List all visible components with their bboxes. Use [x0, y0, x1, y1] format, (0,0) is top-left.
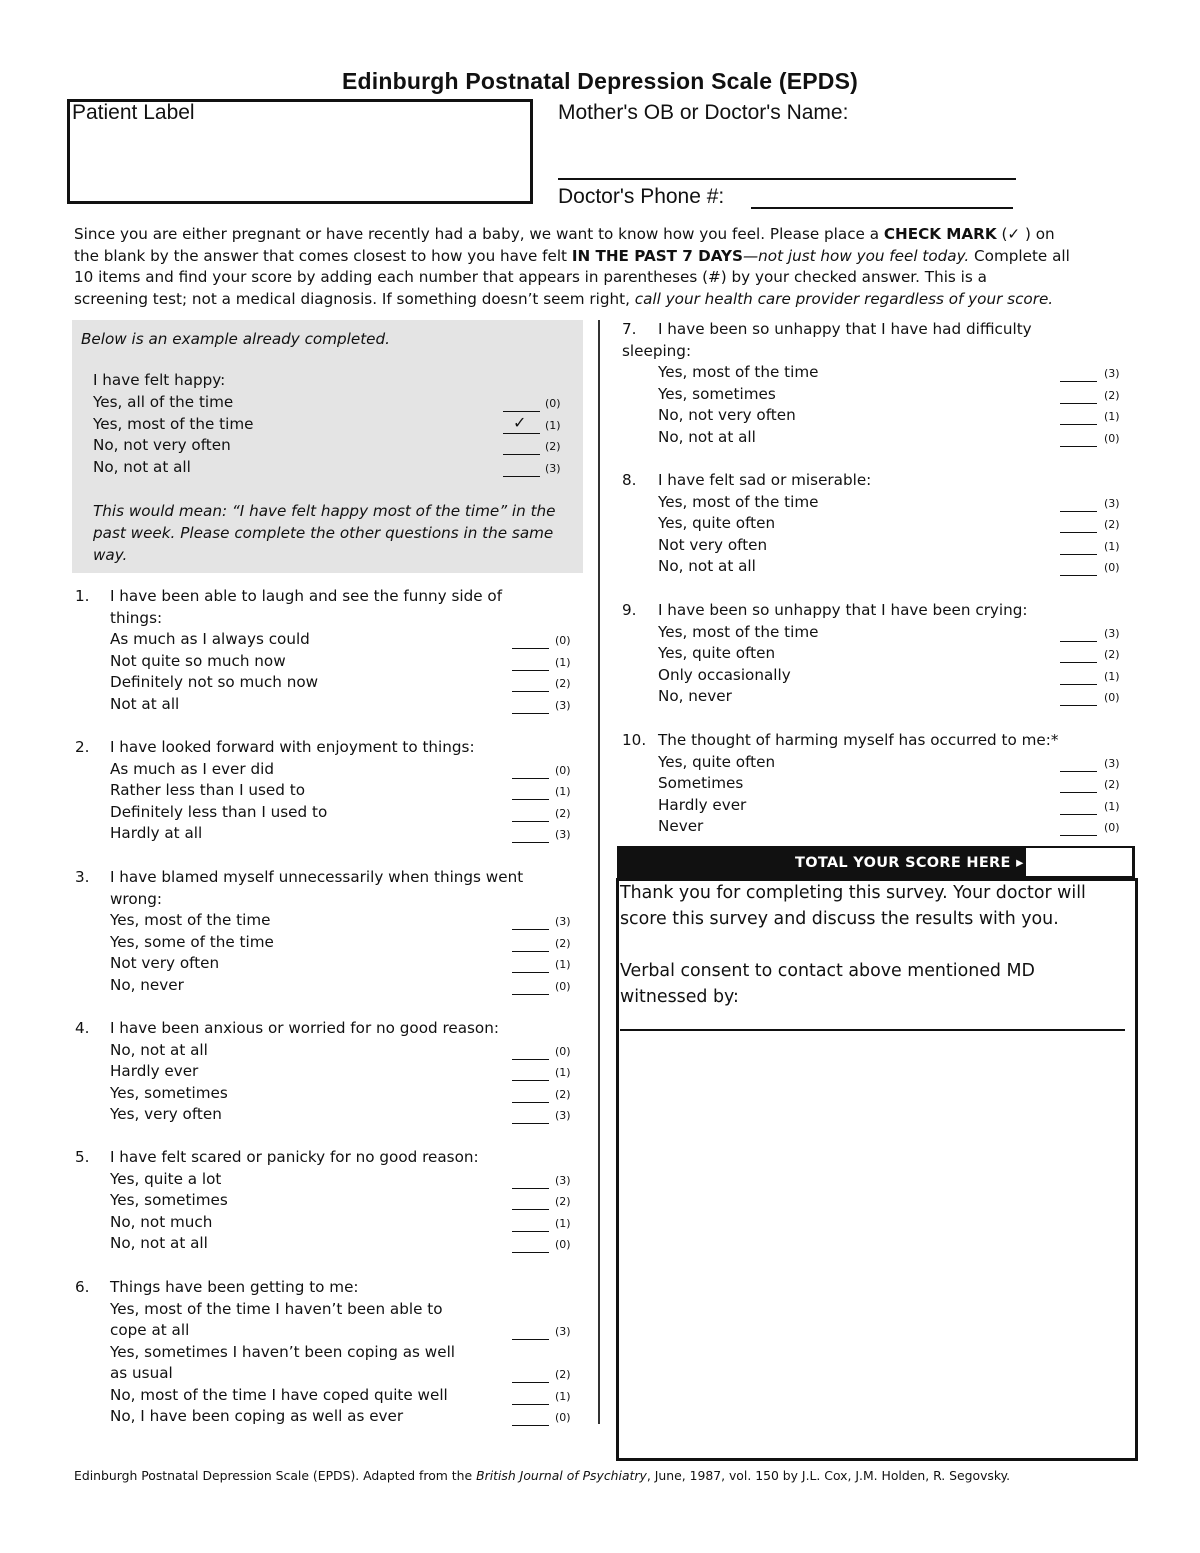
answer-option: Yes, sometimes — [110, 1191, 228, 1209]
answer-option: Yes, some of the time — [110, 932, 274, 951]
question-number: 6. — [75, 1278, 90, 1296]
question-number: 1. — [75, 587, 90, 605]
question-stem: I have been able to laugh and see the funny side of — [110, 587, 503, 605]
answer-option: Yes, most of the time — [658, 363, 819, 381]
answer-score: (2) — [1104, 518, 1120, 531]
answer-option-cont: as usual — [110, 1364, 173, 1382]
question-number: 8. — [622, 471, 637, 489]
answer-blank[interactable] — [512, 713, 549, 714]
instructions — [74, 224, 1144, 311]
answer-score: (3) — [555, 1325, 571, 1338]
answer-score: (1) — [555, 1066, 571, 1079]
footer-citation — [74, 1468, 1010, 1483]
answer-blank[interactable] — [512, 994, 549, 995]
answer-option: Yes, quite often — [658, 752, 776, 771]
answer-blank[interactable] — [512, 799, 549, 800]
answer-blank[interactable] — [1060, 814, 1097, 815]
answer-score: (1) — [555, 958, 571, 971]
answer-option: No, not very often — [658, 406, 796, 424]
answer-blank[interactable] — [1060, 792, 1097, 793]
answer-blank[interactable] — [512, 1252, 549, 1253]
answer-blank[interactable] — [512, 842, 549, 843]
answer-option: Sometimes — [658, 774, 744, 792]
question-number: 4. — [75, 1019, 90, 1037]
total-score-field[interactable] — [1026, 848, 1132, 876]
answer-score: (1) — [555, 1389, 571, 1403]
question-stem: I have been so unhappy that I have been crying: — [658, 601, 1028, 619]
answer-blank[interactable] — [1060, 403, 1097, 404]
column-divider — [598, 320, 600, 1424]
answer-score: (1) — [1104, 539, 1120, 553]
answer-score: (2) — [555, 1195, 571, 1208]
answer-blank[interactable] — [1060, 771, 1097, 772]
example-question: I have felt happy: — [93, 371, 226, 389]
answer-score: (2) — [1104, 388, 1120, 402]
answer-score: (3) — [555, 698, 571, 712]
question-number: 7. — [622, 320, 637, 338]
answer-option: Definitely less than I used to — [110, 802, 328, 821]
question-number: 9. — [622, 601, 637, 619]
answer-blank[interactable] — [1060, 575, 1097, 576]
doctor-phone-label: Doctor's Phone #: — [558, 185, 725, 208]
answer-score: (0) — [555, 1411, 571, 1424]
answer-score: (3) — [555, 915, 571, 928]
answer-score: (0) — [555, 1238, 571, 1251]
answer-blank[interactable] — [512, 821, 549, 822]
answer-score: (3) — [555, 1173, 571, 1187]
answer-blank[interactable] — [1060, 705, 1097, 706]
intro-italic: —not just how you feel today. — [742, 246, 970, 265]
question-stem: sleeping: — [622, 341, 692, 360]
journal-title: British Journal of Psychiatry — [476, 1468, 647, 1483]
past-7-days-emphasis: IN THE PAST 7 DAYS — [571, 246, 743, 265]
thanks-text: Thank you for completing this survey. Your doctor will score this survey and discuss the results with you. — [620, 883, 1086, 929]
answer-option: No, never — [658, 687, 732, 705]
question-stem: I have blamed myself unnecessarily when things went — [110, 868, 524, 886]
answer-option: Yes, sometimes I haven’t been coping as well — [110, 1342, 456, 1361]
answer-score: (0) — [1104, 691, 1120, 704]
answer-blank[interactable] — [1060, 381, 1097, 382]
example-intro: Below is an example already completed. — [81, 330, 390, 348]
question-stem: I have been so unhappy that I have had difficulty — [658, 320, 1032, 338]
answer-option: Not quite so much now — [110, 651, 286, 670]
answer-blank[interactable] — [512, 1123, 549, 1124]
question-stem: I have felt sad or miserable: — [658, 471, 872, 489]
example-option-label: No, not very often — [93, 436, 231, 454]
answer-option: No, not at all — [110, 1234, 208, 1252]
answer-option: Hardly ever — [658, 795, 747, 814]
answer-option: Yes, most of the time — [658, 492, 819, 511]
answer-blank[interactable] — [512, 1102, 549, 1103]
example-blank — [503, 454, 540, 455]
answer-score: (0) — [1104, 821, 1120, 834]
answer-blank[interactable] — [512, 1404, 549, 1405]
check-mark-icon: ✓ — [513, 412, 527, 432]
intro-text: the blank by the answer that comes closest to how you have felt — [74, 246, 572, 265]
example-note: This would mean: “I have felt happy most of the time” in the past week. Please complete the other questions in the same way. — [93, 502, 556, 564]
intro-text: screening test; not a medical diagnosis. If something doesn’t seem right, — [74, 290, 635, 309]
question-stem: wrong: — [110, 889, 163, 908]
answer-blank[interactable] — [1060, 424, 1097, 425]
footer-text: Edinburgh Postnatal Depression Scale (EPDS). Adapted from the — [74, 1468, 477, 1483]
answer-option: No, not at all — [658, 427, 756, 446]
answer-option: Yes, sometimes — [658, 384, 776, 403]
answer-score: (2) — [1104, 778, 1120, 791]
answer-option: No, not much — [110, 1212, 213, 1231]
answer-blank[interactable] — [1060, 532, 1097, 533]
answer-blank[interactable] — [512, 1188, 549, 1189]
answer-option: Hardly at all — [110, 824, 203, 842]
answer-option: No, not at all — [110, 1040, 208, 1059]
example-option-label: No, not at all — [93, 457, 191, 476]
example-blank — [503, 433, 540, 434]
answer-option: Rather less than I used to — [110, 781, 305, 799]
witness-signature-field[interactable] — [620, 1029, 1125, 1031]
question-number: 3. — [75, 868, 90, 886]
question-number: 5. — [75, 1148, 90, 1166]
answer-option: Hardly ever — [110, 1062, 199, 1080]
intro-italic: call your health care provider regardless of your score. — [634, 290, 1054, 309]
question-stem: things: — [110, 608, 163, 627]
answer-score: (0) — [555, 1044, 571, 1058]
answer-score: (1) — [1104, 799, 1120, 813]
answer-score: (2) — [555, 677, 571, 690]
answer-score: (3) — [1104, 367, 1120, 380]
answer-option: Yes, quite often — [658, 644, 776, 662]
doctor-phone-field[interactable] — [751, 207, 1013, 209]
answer-blank[interactable] — [1060, 662, 1097, 663]
question-stem: I have felt scared or panicky for no good reason: — [110, 1148, 479, 1166]
question-number: 10. — [622, 731, 647, 749]
answer-blank[interactable] — [512, 1231, 549, 1232]
answer-option: Only occasionally — [658, 665, 791, 684]
doctor-name-field[interactable] — [558, 178, 1016, 180]
answer-option: Not at all — [110, 694, 180, 713]
answer-option: Yes, very often — [110, 1105, 222, 1123]
answer-blank[interactable] — [512, 1382, 549, 1383]
answer-blank[interactable] — [1060, 554, 1097, 555]
intro-text: (✓ ) on — [996, 225, 1055, 243]
answer-score: (1) — [555, 785, 571, 798]
answer-blank[interactable] — [1060, 446, 1097, 447]
patient-label: Patient Label — [72, 101, 195, 124]
page-title: Edinburgh Postnatal Depression Scale (EPDS) — [342, 68, 858, 94]
answer-score: (3) — [555, 1109, 571, 1122]
example-option-label: Yes, all of the time — [93, 393, 234, 411]
example-score: (3) — [545, 461, 561, 475]
example-option-label: Yes, most of the time — [93, 414, 254, 433]
answer-blank[interactable] — [512, 929, 549, 930]
answer-option: No, I have been coping as well as ever — [110, 1407, 404, 1425]
answer-score: (0) — [1104, 431, 1120, 445]
answer-option: No, most of the time I have coped quite well — [110, 1385, 448, 1404]
answer-option: Yes, most of the time — [658, 622, 819, 641]
answer-blank[interactable] — [512, 1059, 549, 1060]
check-mark-emphasis: CHECK MARK — [883, 225, 997, 243]
answer-score: (2) — [555, 1368, 571, 1381]
answer-option-cont: cope at all — [110, 1321, 190, 1339]
answer-blank[interactable] — [512, 951, 549, 952]
answer-blank[interactable] — [512, 670, 549, 671]
answer-score: (1) — [555, 1216, 571, 1230]
answer-score: (1) — [555, 655, 571, 669]
answer-score: (3) — [1104, 496, 1120, 510]
answer-blank[interactable] — [512, 778, 549, 779]
question-stem: Things have been getting to me: — [110, 1278, 359, 1296]
answer-option: Yes, quite a lot — [110, 1169, 222, 1188]
answer-score: (0) — [555, 763, 571, 777]
answer-score: (2) — [555, 936, 571, 950]
answer-score: (2) — [555, 806, 571, 820]
answer-option: No, never — [110, 975, 184, 994]
answer-score: (0) — [555, 634, 571, 647]
answer-blank[interactable] — [1060, 511, 1097, 512]
answer-option: Yes, most of the time — [110, 911, 271, 929]
answer-blank[interactable] — [512, 1209, 549, 1210]
intro-text: Since you are either pregnant or have recently had a baby, we want to know how you feel. Please place a — [74, 225, 884, 243]
answer-option: Never — [658, 817, 704, 835]
answer-score: (3) — [1104, 756, 1120, 770]
answer-option: Definitely not so much now — [110, 673, 319, 691]
intro-text: Complete all — [969, 246, 1070, 265]
answer-blank[interactable] — [512, 1339, 549, 1340]
answer-blank[interactable] — [1060, 684, 1097, 685]
answer-score: (3) — [555, 828, 571, 841]
answer-option: Not very often — [110, 954, 220, 972]
footer-text: , June, 1987, vol. 150 by J.L. Cox, J.M. Holden, R. Segovsky. — [646, 1468, 1011, 1483]
example-blank — [503, 476, 540, 477]
answer-score: (2) — [1104, 648, 1120, 661]
answer-score: (1) — [1104, 669, 1120, 683]
answer-blank[interactable] — [512, 648, 549, 649]
consent-text: Verbal consent to contact above mentioned MD witnessed by: — [620, 961, 1035, 1007]
example-score: (2) — [545, 440, 561, 453]
answer-option: As much as I ever did — [110, 759, 274, 778]
answer-score: (2) — [555, 1087, 571, 1101]
answer-option: No, not at all — [658, 557, 756, 575]
answer-score: (0) — [1104, 561, 1120, 574]
total-score-label: TOTAL YOUR SCORE HERE ▸ — [795, 855, 1024, 871]
example-score: (1) — [545, 418, 561, 432]
answer-blank[interactable] — [512, 1425, 549, 1426]
answer-score: (3) — [1104, 626, 1120, 640]
answer-blank[interactable] — [512, 972, 549, 973]
answer-score: (0) — [555, 979, 571, 993]
answer-blank[interactable] — [1060, 835, 1097, 836]
answer-option: As much as I always could — [110, 630, 310, 648]
example-score: (0) — [545, 397, 561, 410]
question-stem: I have been anxious or worried for no good reason: — [110, 1019, 499, 1037]
intro-text: 10 items and find your score by adding each number that appears in parentheses (#) by your checked answer. This is a — [74, 268, 987, 287]
answer-option: Yes, quite often — [658, 514, 776, 532]
question-stem: The thought of harming myself has occurred to me:* — [658, 731, 1059, 749]
answer-option: Yes, most of the time I haven’t been able to — [110, 1299, 443, 1318]
answer-blank[interactable] — [512, 691, 549, 692]
answer-blank[interactable] — [512, 1080, 549, 1081]
answer-option: Not very often — [658, 535, 768, 554]
answer-option: Yes, sometimes — [110, 1083, 228, 1102]
question-number: 2. — [75, 738, 90, 756]
doctor-name-label: Mother's OB or Doctor's Name: — [558, 101, 849, 124]
answer-blank[interactable] — [1060, 641, 1097, 642]
question-stem: I have looked forward with enjoyment to things: — [110, 738, 475, 756]
answer-score: (1) — [1104, 410, 1120, 423]
